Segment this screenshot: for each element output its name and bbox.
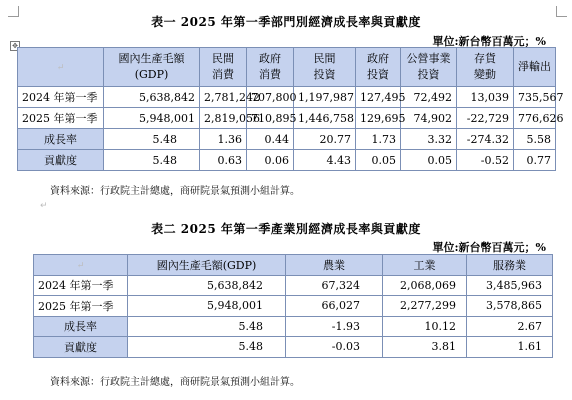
table2 (33, 254, 553, 358)
table1-unit: 單位:新台幣百萬元；% (432, 35, 546, 48)
table-cell: 2,819,056 (200, 108, 247, 129)
table2-header-services: 服務業 (467, 255, 553, 276)
table-cell: 66,027 (286, 296, 383, 317)
table-cell: 0.63 (200, 150, 247, 171)
table-cell: 0.77 (514, 150, 556, 171)
table1-header-private-consumption: 民間 消費 (200, 48, 247, 87)
row-label: 2025 年第一季 (18, 108, 104, 129)
table-cell: 0.06 (247, 150, 294, 171)
table-cell: 2.67 (467, 316, 553, 337)
row-label: 貢獻度 (34, 337, 128, 358)
table-cell: 0.05 (356, 150, 401, 171)
table-cell: 20.77 (294, 129, 356, 150)
row-label: 2024 年第一季 (34, 275, 128, 296)
table2-unit: 單位:新台幣百萬元；% (432, 241, 546, 254)
table-cell: 2,781,242 (200, 87, 247, 108)
table-cell: 5,948,001 (104, 108, 200, 129)
table-cell: 1.61 (467, 337, 553, 358)
table-cell: 5,638,842 (128, 275, 286, 296)
row-label: 2024 年第一季 (18, 87, 104, 108)
table-cell: -1.93 (286, 316, 383, 337)
table-cell: 13,039 (457, 87, 514, 108)
table2-title: 表二 2025 年第一季產業別經濟成長率與貢獻度 (151, 222, 421, 236)
table-cell: 4.43 (294, 150, 356, 171)
table-cell: 5.48 (104, 150, 200, 171)
table2-corner-cell: ↵ (34, 255, 128, 276)
table-cell: -0.03 (286, 337, 383, 358)
table-cell: 72,492 (401, 87, 457, 108)
table-row (18, 150, 556, 171)
table-cell: 1.36 (200, 129, 247, 150)
table-row (18, 129, 556, 150)
table-move-handle-icon[interactable]: ✥ (10, 41, 20, 51)
table2-header-industry: 工業 (383, 255, 467, 276)
table-cell: 735,567 (514, 87, 556, 108)
table-row (34, 296, 553, 317)
row-label: 成長率 (34, 316, 128, 337)
table-cell: 707,800 (247, 87, 294, 108)
table-cell: 3.32 (401, 129, 457, 150)
table-row (34, 275, 553, 296)
table-row (18, 87, 556, 108)
table-cell: 1.73 (356, 129, 401, 150)
table-cell: 10.12 (383, 316, 467, 337)
table1-header-gdp: 國內生產毛額 (GDP) (104, 48, 200, 87)
table-cell: -0.52 (457, 150, 514, 171)
table-cell: 5.58 (514, 129, 556, 150)
table1-title: 表一 2025 年第一季部門別經濟成長率與貢獻度 (151, 15, 421, 29)
row-label: 2025 年第一季 (34, 296, 128, 317)
table-cell: 1,197,987 (294, 87, 356, 108)
row-label: 成長率 (18, 129, 104, 150)
table1-header-government-consumption: 政府 消費 (247, 48, 294, 87)
table-cell: 5.48 (128, 337, 286, 358)
table-cell: 3,485,963 (467, 275, 553, 296)
table2-header-gdp: 國內生產毛額(GDP) (128, 255, 286, 276)
row-label: 貢獻度 (18, 150, 104, 171)
table1-header-net-exports: 淨輸出 (514, 48, 556, 87)
table-cell: 3,578,865 (467, 296, 553, 317)
table-cell: 2,068,069 (383, 275, 467, 296)
table1 (17, 47, 564, 171)
table-cell: 2,277,299 (383, 296, 467, 317)
table-cell: 710,895 (247, 108, 294, 129)
table1-header-government-investment: 政府 投資 (356, 48, 401, 87)
table-row (34, 316, 553, 337)
table-cell: 5,948,001 (128, 296, 286, 317)
table2-header-row (34, 255, 553, 276)
table1-header-row (18, 48, 556, 87)
table-cell: 129,695 (356, 108, 401, 129)
table-cell: 74,902 (401, 108, 457, 129)
table-cell: 3.81 (383, 337, 467, 358)
table-cell: -274.32 (457, 129, 514, 150)
table-cell: 0.44 (247, 129, 294, 150)
table1-header-private-investment: 民間 投資 (294, 48, 356, 87)
paragraph-mark: ↵ (40, 201, 48, 211)
table1-corner-cell: ↵ (18, 48, 104, 87)
table-cell: 776,626 (514, 108, 556, 129)
table-cell: 5.48 (128, 316, 286, 337)
table2-header-agriculture: 農業 (286, 255, 383, 276)
table-cell: 0.05 (401, 150, 457, 171)
table2-source-note: 資料來源：行政院主計總處，商研院景氣預測小組計算。 (50, 377, 300, 388)
table-cell: 5,638,842 (104, 87, 200, 108)
table1-header-inventory-change: 存貨 變動 (457, 48, 514, 87)
table-cell: 1,446,758 (294, 108, 356, 129)
table-cell: 67,324 (286, 275, 383, 296)
table1-header-public-enterprise-investment: 公營事業 投資 (401, 48, 457, 87)
table-row (34, 337, 553, 358)
table-cell: 5.48 (104, 129, 200, 150)
table-cell: 127,495 (356, 87, 401, 108)
table-row (18, 108, 556, 129)
table-cell: -22,729 (457, 108, 514, 129)
table1-source-note: 資料來源：行政院主計總處，商研院景氣預測小組計算。 (50, 186, 300, 197)
